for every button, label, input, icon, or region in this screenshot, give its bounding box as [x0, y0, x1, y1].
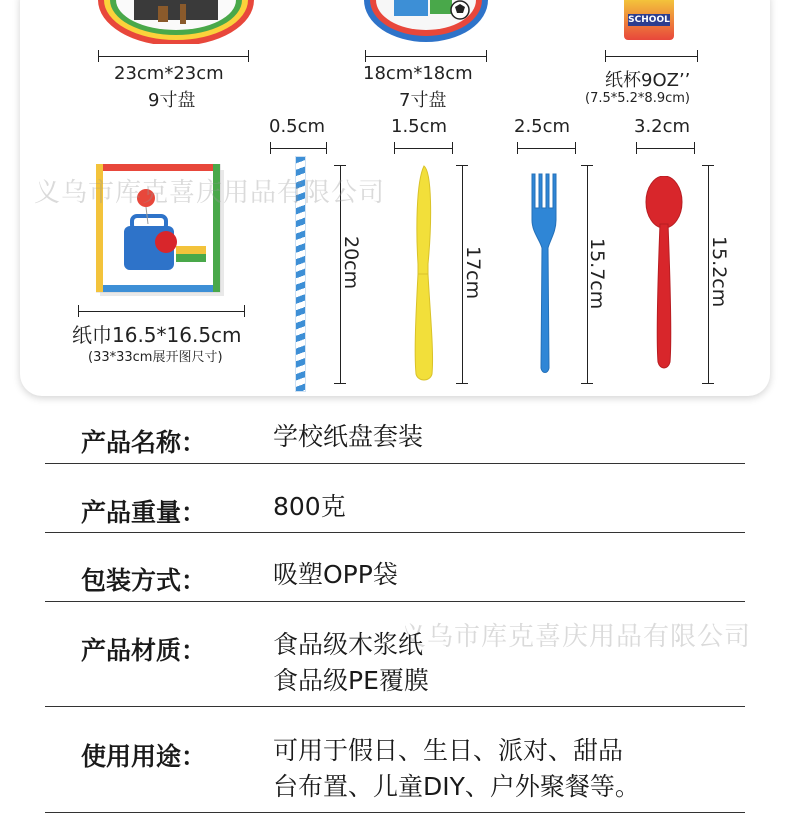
large-plate-size: 23cm*23cm [114, 63, 224, 84]
cup-print-text: SCHOOL [628, 15, 670, 25]
divider [45, 532, 745, 533]
cup-image [624, 0, 674, 40]
spec-row-name [45, 420, 745, 466]
spec-row-material [45, 628, 745, 710]
napkin-note: (33*33cm展开图尺寸) [88, 350, 223, 365]
spec-row-usage [45, 734, 745, 816]
large-plate-name: 9寸盘 [148, 90, 196, 111]
spec-value: 食品级木浆纸 [273, 630, 424, 659]
small-plate-name: 7寸盘 [399, 90, 447, 111]
spec-row-weight [45, 490, 745, 536]
cup-size: (7.5*5.2*8.9cm) [585, 91, 690, 106]
napkin-name: 纸巾16.5*16.5cm [72, 323, 242, 347]
fork-width: 2.5cm [514, 116, 571, 137]
straw-width: 0.5cm [269, 116, 326, 137]
watermark-top: 义乌市库克喜庆用品有限公司 [34, 178, 386, 208]
divider [45, 812, 745, 813]
spec-value: 学校纸盘套装 [273, 422, 424, 451]
straw-length: 20cm [340, 236, 362, 290]
large-plate-image [96, 0, 256, 44]
spec-value: 食品级PE覆膜 [273, 666, 429, 695]
spec-label: 包装方式： [81, 566, 207, 595]
spec-value: 吸塑OPP袋 [273, 560, 398, 589]
divider [45, 706, 745, 707]
knife-image [406, 162, 436, 384]
small-plate-size: 18cm*18cm [363, 63, 473, 84]
small-plate-image [364, 0, 488, 42]
spec-label: 产品名称： [81, 428, 207, 457]
spoon-image [644, 176, 684, 372]
fork-length: 15.7cm [586, 238, 608, 310]
spoon-length: 15.2cm [708, 236, 730, 308]
divider [45, 601, 745, 602]
spec-value: 可用于假日、生日、派对、甜品 [273, 736, 624, 765]
divider [45, 463, 745, 464]
spec-label: 产品重量： [81, 498, 207, 527]
watermark-bottom: 义乌市库克喜庆用品有限公司 [400, 622, 752, 652]
spoon-width: 3.2cm [634, 116, 691, 137]
fork-image [528, 168, 564, 376]
knife-width: 1.5cm [391, 116, 448, 137]
spec-label: 产品材质： [81, 636, 207, 665]
knife-length: 17cm [462, 246, 484, 300]
cup-name: 纸杯9OZ’’ [605, 70, 691, 91]
spec-label: 使用用途： [81, 742, 207, 771]
spec-row-packaging [45, 558, 745, 604]
spec-value: 台布置、儿童DIY、户外聚餐等。 [273, 772, 640, 801]
spec-value: 800克 [273, 492, 346, 521]
